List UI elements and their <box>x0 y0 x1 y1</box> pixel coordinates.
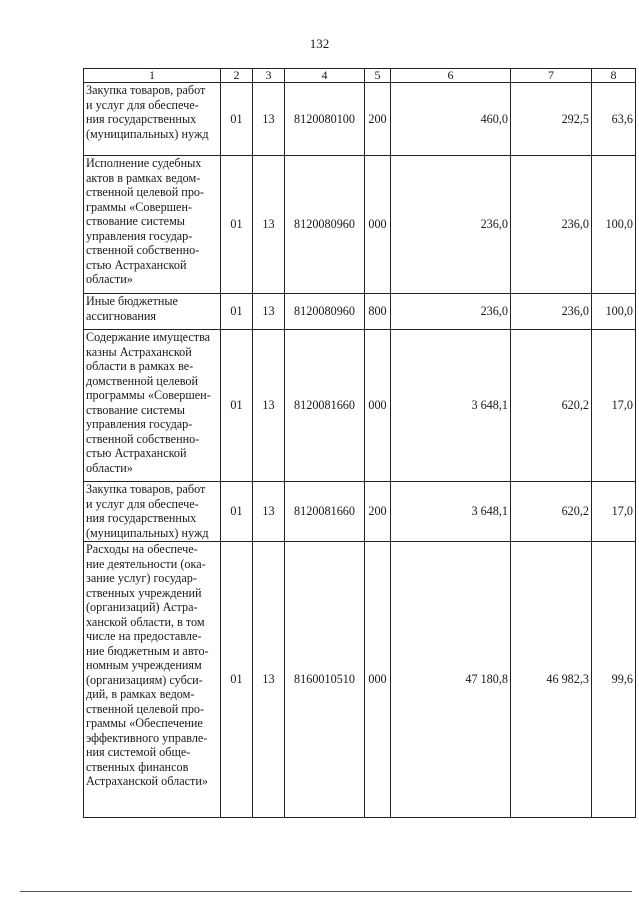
header-cell: 1 <box>84 69 221 83</box>
row-name-cell: Содержание имущества казны Астраханской области в рамках ве- домственной целевой программы «Совершен- ствование системы управления государ- ственной собственно- стью Астраханской области» <box>84 330 221 482</box>
percent-cell: 17,0 <box>592 482 636 542</box>
subsection-code-cell: 13 <box>253 156 285 294</box>
table-row <box>84 294 636 330</box>
actual-amount-cell: 292,5 <box>511 83 592 156</box>
row-name-cell: Иные бюджетные ассигнования <box>84 294 221 330</box>
page-number: 132 <box>309 36 330 51</box>
target-article-cell: 8160010510 <box>285 542 365 818</box>
subsection-code-cell: 13 <box>253 294 285 330</box>
row-name-cell: Закупка товаров, работ и услуг для обеспече- ния государственных (муниципальных) нужд <box>84 482 221 542</box>
expense-type-cell: 000 <box>365 542 391 818</box>
table-row <box>84 83 636 156</box>
expense-type-cell: 800 <box>365 294 391 330</box>
expense-type-cell: 200 <box>365 83 391 156</box>
section-code-cell: 01 <box>221 482 253 542</box>
table-row <box>84 482 636 542</box>
header-cell: 2 <box>221 69 253 83</box>
budget-table <box>83 68 636 818</box>
row-name-cell: Закупка товаров, работ и услуг для обеспече- ния государственных (муниципальных) нужд <box>84 83 221 156</box>
table-row <box>84 330 636 482</box>
subsection-code-cell: 13 <box>253 330 285 482</box>
section-code-cell: 01 <box>221 542 253 818</box>
expense-type-cell: 000 <box>365 330 391 482</box>
percent-cell: 63,6 <box>592 83 636 156</box>
section-code-cell: 01 <box>221 156 253 294</box>
percent-cell: 100,0 <box>592 156 636 294</box>
table-row <box>84 156 636 294</box>
section-code-cell: 01 <box>221 83 253 156</box>
actual-amount-cell: 46 982,3 <box>511 542 592 818</box>
actual-amount-cell: 620,2 <box>511 330 592 482</box>
plan-amount-cell: 3 648,1 <box>391 482 511 542</box>
header-cell: 4 <box>285 69 365 83</box>
section-code-cell: 01 <box>221 294 253 330</box>
subsection-code-cell: 13 <box>253 482 285 542</box>
bottom-rule <box>20 891 632 892</box>
table-row <box>84 542 636 818</box>
table-header-row <box>84 69 636 83</box>
percent-cell: 99,6 <box>592 542 636 818</box>
actual-amount-cell: 236,0 <box>511 156 592 294</box>
section-code-cell: 01 <box>221 330 253 482</box>
target-article-cell: 8120081660 <box>285 482 365 542</box>
plan-amount-cell: 47 180,8 <box>391 542 511 818</box>
plan-amount-cell: 3 648,1 <box>391 330 511 482</box>
header-cell: 8 <box>592 69 636 83</box>
header-cell: 6 <box>391 69 511 83</box>
header-cell: 3 <box>253 69 285 83</box>
row-name-cell: Исполнение судебных актов в рамках ведом- ственной целевой про- граммы «Совершен- ствование системы управления государ- ственной собственно- стью Астраханской области» <box>84 156 221 294</box>
plan-amount-cell: 236,0 <box>391 294 511 330</box>
percent-cell: 100,0 <box>592 294 636 330</box>
actual-amount-cell: 236,0 <box>511 294 592 330</box>
subsection-code-cell: 13 <box>253 83 285 156</box>
target-article-cell: 8120080960 <box>285 156 365 294</box>
percent-cell: 17,0 <box>592 330 636 482</box>
target-article-cell: 8120080100 <box>285 83 365 156</box>
actual-amount-cell: 620,2 <box>511 482 592 542</box>
plan-amount-cell: 460,0 <box>391 83 511 156</box>
subsection-code-cell: 13 <box>253 542 285 818</box>
target-article-cell: 8120081660 <box>285 330 365 482</box>
plan-amount-cell: 236,0 <box>391 156 511 294</box>
expense-type-cell: 200 <box>365 482 391 542</box>
header-cell: 7 <box>511 69 592 83</box>
header-cell: 5 <box>365 69 391 83</box>
target-article-cell: 8120080960 <box>285 294 365 330</box>
expense-type-cell: 000 <box>365 156 391 294</box>
row-name-cell: Расходы на обеспече- ние деятельности (ока- зание услуг) государ- ственных учреждений (организаций) Астра- ханской области, в том числе на предоставле- ние бюджетным и авто- номным учреждениям (организациям) субси- дий, в рамках ведом- ственной целевой про- граммы «Обеспечение эффективного управле- ния системой обще- ственных финансов Астраханской области» <box>84 542 221 818</box>
